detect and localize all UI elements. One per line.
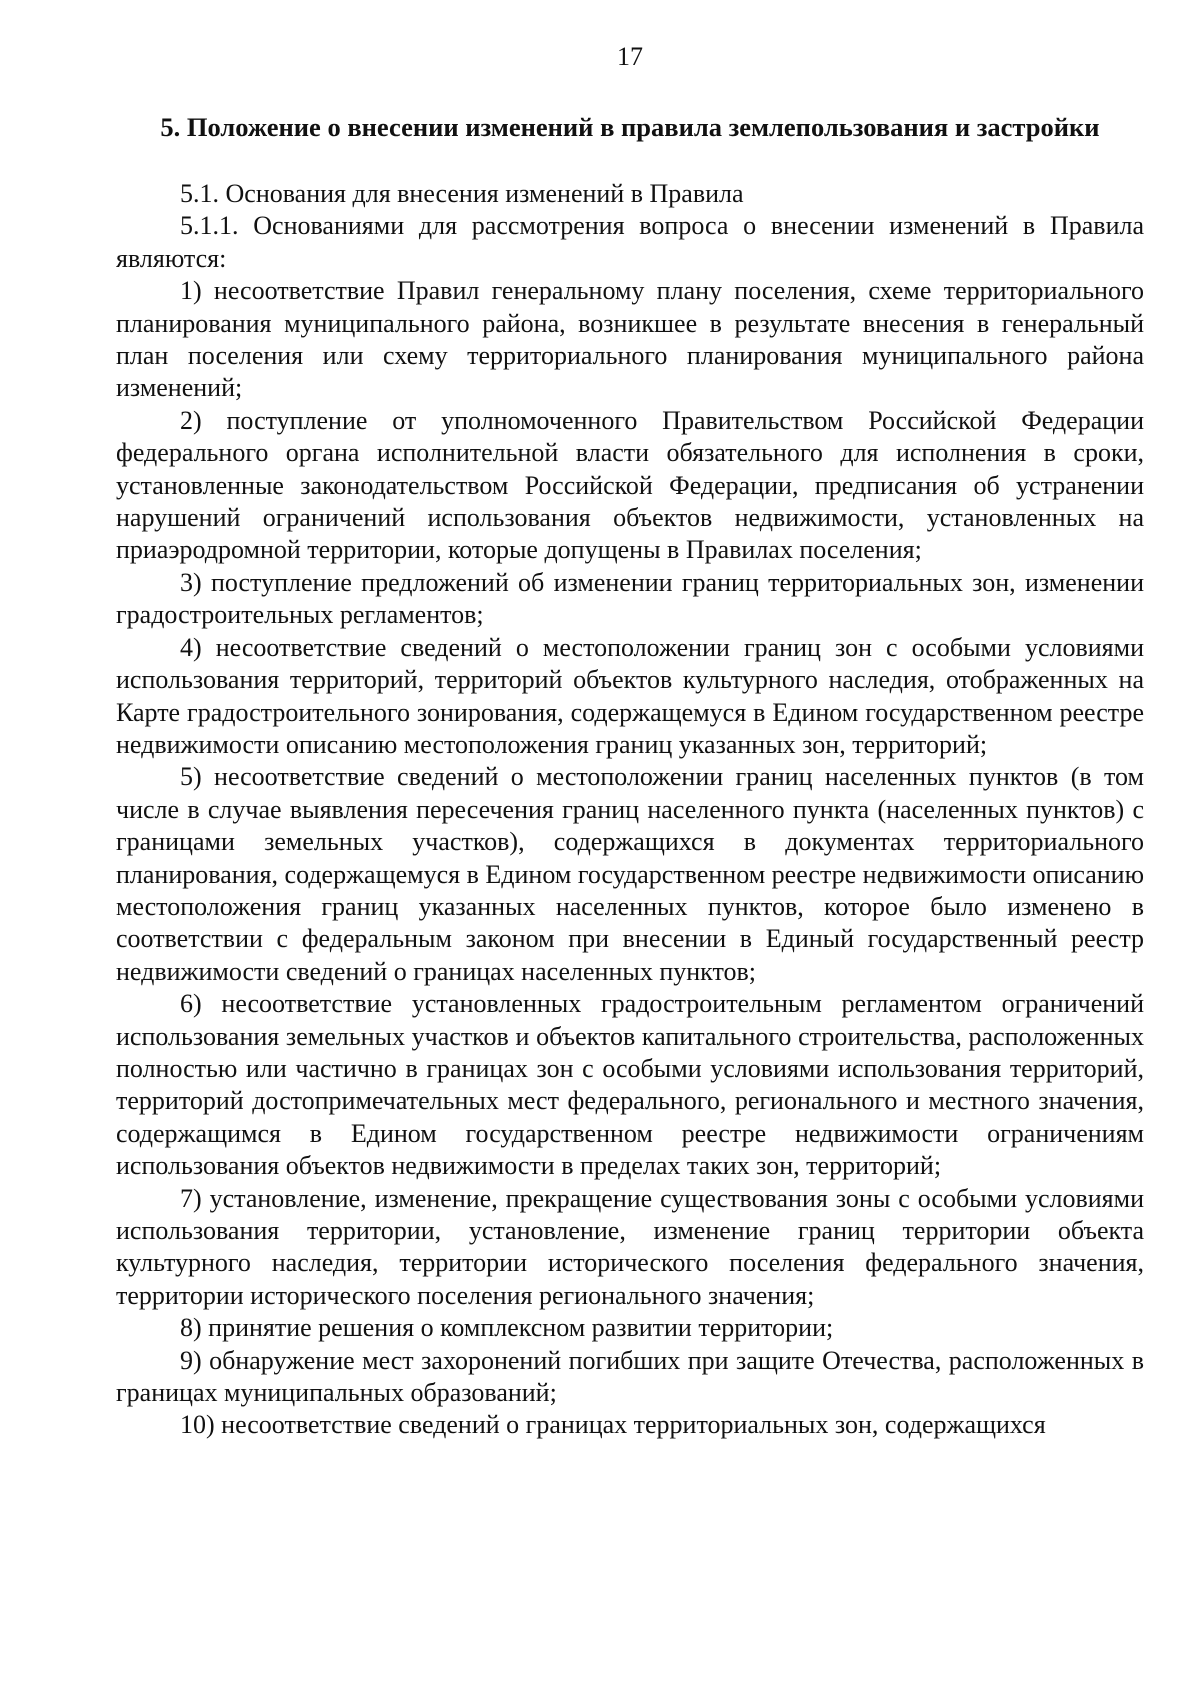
section-heading: 5. Положение о внесении изменений в правила землепользования и застройки <box>160 112 1100 142</box>
list-item-8: 8) принятие решения о комплексном развитии территории; <box>180 1313 834 1343</box>
list-item-1: 1) несоответствие Правил генеральному плану поселения, схеме территориального планирования муниципального района, возникшее в результате внесения в генеральный план поселения или схему территориального планирования муниципального района изменений; <box>116 276 1144 403</box>
list-item-5: 5) несоответствие сведений о местоположении границ населенных пунктов (в том числе в случае выявления пересечения границ населенного пункта (населенных пунктов) с границами земельных участков), содержащихся в документах территориального планирования, содержащемуся в Едином государственном реестре недвижимости описанию местоположения границ указанных населенных пунктов, которое было изменено в соответствии с федеральным законом при внесении в Единый государственный реестр недвижимости сведений о границах населенных пунктов; <box>116 762 1144 986</box>
subsection-title: 5.1. Основания для внесения изменений в Правила <box>180 179 744 208</box>
list-item-7: 7) установление, изменение, прекращение существования зоны с особыми условиями использования территории, установление, изменение границ территории объекта культурного наследия, территории исторического поселения федерального значения, территории исторического поселения регионального значения; <box>116 1183 1144 1310</box>
page-number: 17 <box>617 42 643 71</box>
list-item-10: 10) несоответствие сведений о границах территориальных зон, содержащихся <box>180 1410 1046 1440</box>
clause-intro: 5.1.1. Основаниями для рассмотрения вопроса о внесении изменений в Правила являются: <box>116 211 1144 273</box>
document-page <box>116 40 1144 1442</box>
list-item-6: 6) несоответствие установленных градостроительным регламентом ограничений использования земельных участков и объектов капитального строительства, расположенных полностью или частично в границах зон с особыми условиями использования территорий, территорий достопримечательных мест федерального, регионального и местного значения, содержащимся в Едином государственном реестре недвижимости ограничениям использования объектов недвижимости в пределах таких зон, территорий; <box>116 989 1144 1181</box>
list-item-2: 2) поступление от уполномоченного Правительством Российской Федерации федерального органа исполнительной власти обязательного для исполнения в сроки, установленные законодательством Российской Федерации, предписания об устранении нарушений ограничений использования объектов недвижимости, установленных на приаэродромной территории, которые допущены в Правилах поселения; <box>116 405 1144 565</box>
list-item-4: 4) несоответствие сведений о местоположении границ зон с особыми условиями использования территорий, территорий объектов культурного наследия, отображенных на Карте градостроительного зонирования, содержащемуся в Едином государственном реестре недвижимости описанию местоположения границ указанных зон, территорий; <box>116 632 1144 759</box>
list-item-9: 9) обнаружение мест захоронений погибших при защите Отечества, расположенных в границах муниципальных образований; <box>116 1345 1144 1408</box>
list-item-3: 3) поступление предложений об изменении границ территориальных зон, изменении градостроительных регламентов; <box>116 567 1144 630</box>
